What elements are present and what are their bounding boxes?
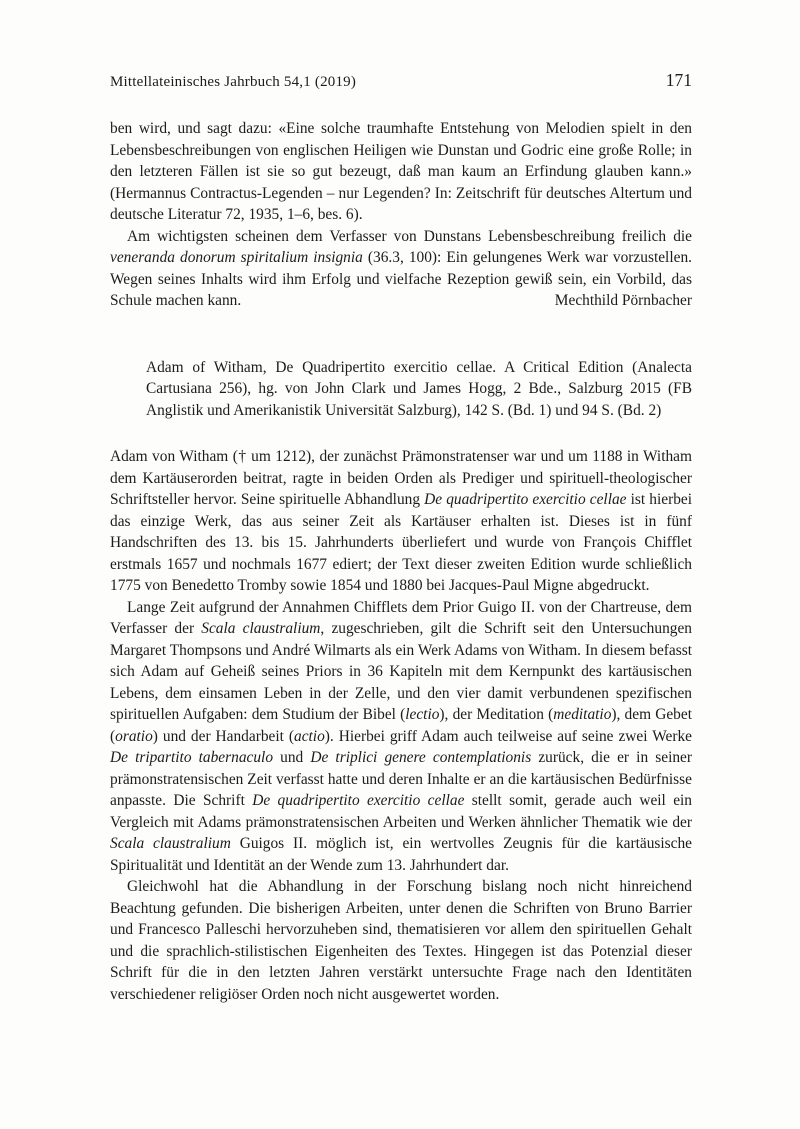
page-body [110,118,692,1005]
continuation-paragraph: ben wird, und sagt dazu: «Eine solche traumhafte Entstehung von Melodien spielt in den Lebensbeschreibungen von englischen Heiligen wie Dunstan und Godric eine große Rolle; in den letzteren Fällen ist sie so gut bezeugt, daß man kaum an Erfindung glauben kann.» (Hermannus Contractus-Legenden – nur Legenden? In: Zeitschrift für deutsches Altertum und deutsche Literatur 72, 1935, 1–6, bes. 6). [110,120,692,223]
author-signature: Mechthild Pörnbacher [554,292,692,309]
review-paragraph-3: Gleichwohl hat die Abhandlung in der Forschung bislang noch nicht hinreichend Beachtung gefunden. Die bisherigen Arbeiten, unter denen die Schriften von Bruno Barrier und Francesco Palleschi hervorzuheben sind, thematisieren vor allem den spirituellen Gehalt und die sprachlich-stilistischen Eigenheiten des Textes. Hingegen ist das Potenzial dieser Schrift für die in den letzten Jahren verstärkt untersuchte Frage nach den Identitäten verschiedener religiöser Orden noch nicht ausgewertet worden. [110,878,692,1003]
journal-title: Mittellateinisches Jahrbuch 54,1 (2019) [110,74,357,90]
page-number: 171 [665,70,692,90]
closing-paragraph [110,226,692,312]
closing-paragraph-text: Am wichtigsten scheinen dem Verfasser von Dunstans Lebensbeschreibung freilich die veneranda donorum spiritalium insignia (36.3, 100): Ein gelungenes Werk war vorzustellen. Wegen seines Inhalts wird ihm Erfolg und vielfache Rezeption gewiß sein, ein Vorbild, das Schule machen kann. [110,227,692,309]
review-citation: Adam of Witham, De Quadripertito exercitio cellae. A Critical Edition (Analecta Cartusiana 256), hg. von John Clark und James Hogg, 2 Bde., Salzburg 2015 (FB Anglistik und Amerikanistik Universität Salzburg), 142 S. (Bd. 1) und 94 S. (Bd. 2) [146,358,692,419]
review-paragraph-1: Adam von Witham († um 1212), der zunächst Prämonstratenser war und um 1188 in Witham dem Kartäuserorden beitrat, ragte in beiden Orden als Prediger und spirituell-theologischer Schriftsteller hervor. Seine spirituelle Abhandlung De quadripertito exercitio cellae ist hierbei das einzige Werk, das aus seiner Zeit als Kartäuser erhalten ist. Dieses ist in fünf Handschriften des 13. bis 15. Jahrhunderts überliefert und wurde von François Chifflet erstmals 1657 und nochmals 1677 ediert; der Text dieser zweiten Edition wurde schließlich 1775 von Benedetto Tromby sowie 1854 und 1880 bei Jacques-Paul Migne abgedruckt. [110,448,692,594]
review-paragraph-2: Lange Zeit aufgrund der Annahmen Chifflets dem Prior Guigo II. von der Chartreuse, dem Verfasser der Scala claustralium, zugeschrieben, gilt die Schrift seit den Untersuchungen Margaret Thompsons und André Wilmarts als ein Werk Adams von Witham. In diesem befasst sich Adam auf Geheiß seines Priors in 36 Kapiteln mit dem Kernpunkt des kartäusischen Lebens, dem einsamen Leben in der Zelle, und den vier damit verbundenen spezifischen spirituellen Aufgaben: dem Studium der Bibel (lectio), der Meditation (meditatio), dem Gebet (oratio) und der Handarbeit (actio). Hierbei griff Adam auch teilweise auf seine zwei Werke De tripartito tabernaculo und De triplici genere contemplationis zurück, die er in seiner prämonstratensischen Zeit verfasst hatte und deren Inhalte er an die kartäusischen Bedürfnisse anpasste. Die Schrift De quadripertito exercitio cellae stellt somit, gerade auch weil ein Vergleich mit Adams prämonstratensischen Arbeiten und Werken ähnlicher Thematik wie der Scala claustralium Guigos II. möglich ist, ein wertvolles Zeugnis für die kartäusische Spiritualität und Identität an der Wende zum 13. Jahrhundert dar. [110,598,693,874]
page-header [110,70,692,91]
